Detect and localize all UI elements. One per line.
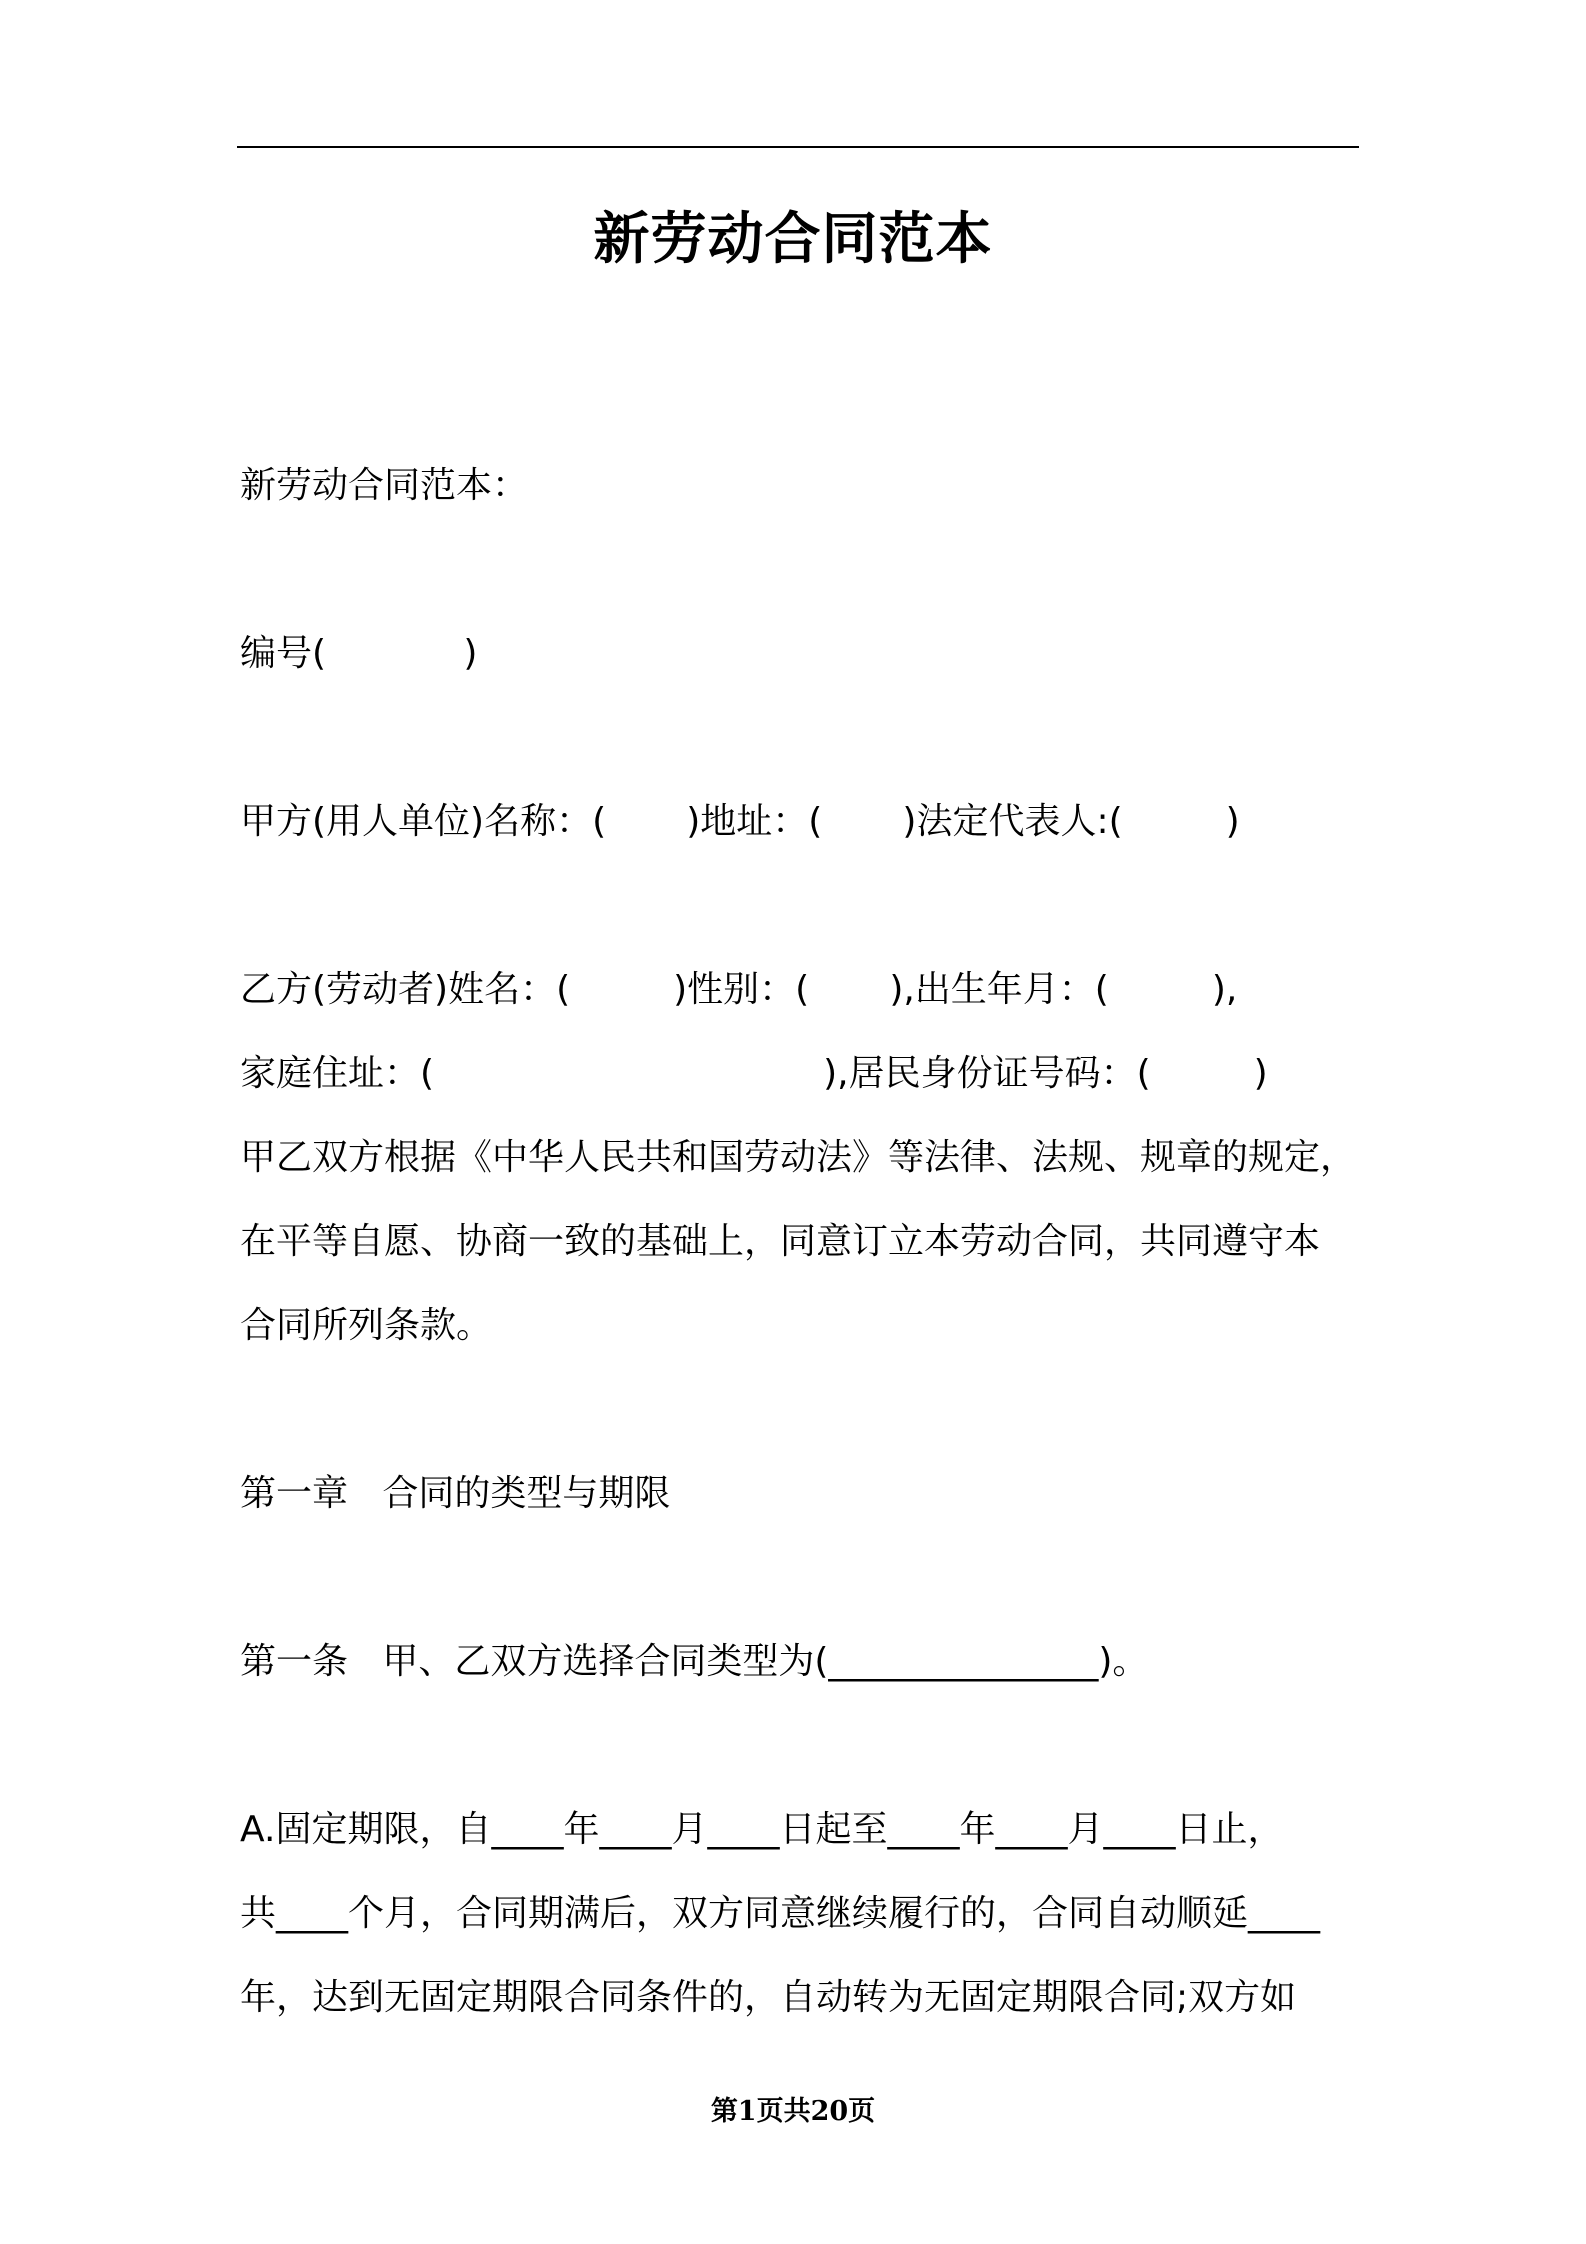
option-a-line-1: A.固定期限，自____年____月____日起至____年____月____日止，: [240, 1809, 1284, 1850]
preamble-line-3: 合同所列条款。: [240, 1305, 493, 1346]
option-a-line-3: 年，达到无固定期限合同条件的，自动转为无固定期限合同;双方如: [240, 1977, 1297, 2018]
article-1-line: 第一条 甲、乙双方选择合同类型为(_______________)。: [240, 1641, 1149, 1682]
party-b-line: 乙方(劳动者)姓名：( )性别：( ),出生年月：( ),: [240, 969, 1238, 1010]
intro-heading: 新劳动合同范本：: [240, 465, 529, 506]
page-footer: 第1页共20页: [710, 2096, 876, 2127]
preamble-line-2: 在平等自愿、协商一致的基础上，同意订立本劳动合同，共同遵守本: [240, 1221, 1321, 1262]
contract-number-line: 编号( ): [240, 633, 478, 674]
document-title: 新劳动合同范本: [593, 207, 993, 272]
party-a-line: 甲方(用人单位)名称：( )地址：( )法定代表人:( ): [240, 801, 1240, 842]
header-rule: [237, 146, 1359, 148]
party-b-address-line: 家庭住址：( ),居民身份证号码：( ): [240, 1053, 1268, 1094]
preamble-line-1: 甲乙双方根据《中华人民共和国劳动法》等法律、法规、规章的规定，: [240, 1137, 1357, 1178]
option-a-line-2: 共____个月，合同期满后，双方同意继续履行的，合同自动顺延____: [240, 1893, 1321, 1934]
chapter-heading: 第一章 合同的类型与期限: [240, 1473, 671, 1514]
